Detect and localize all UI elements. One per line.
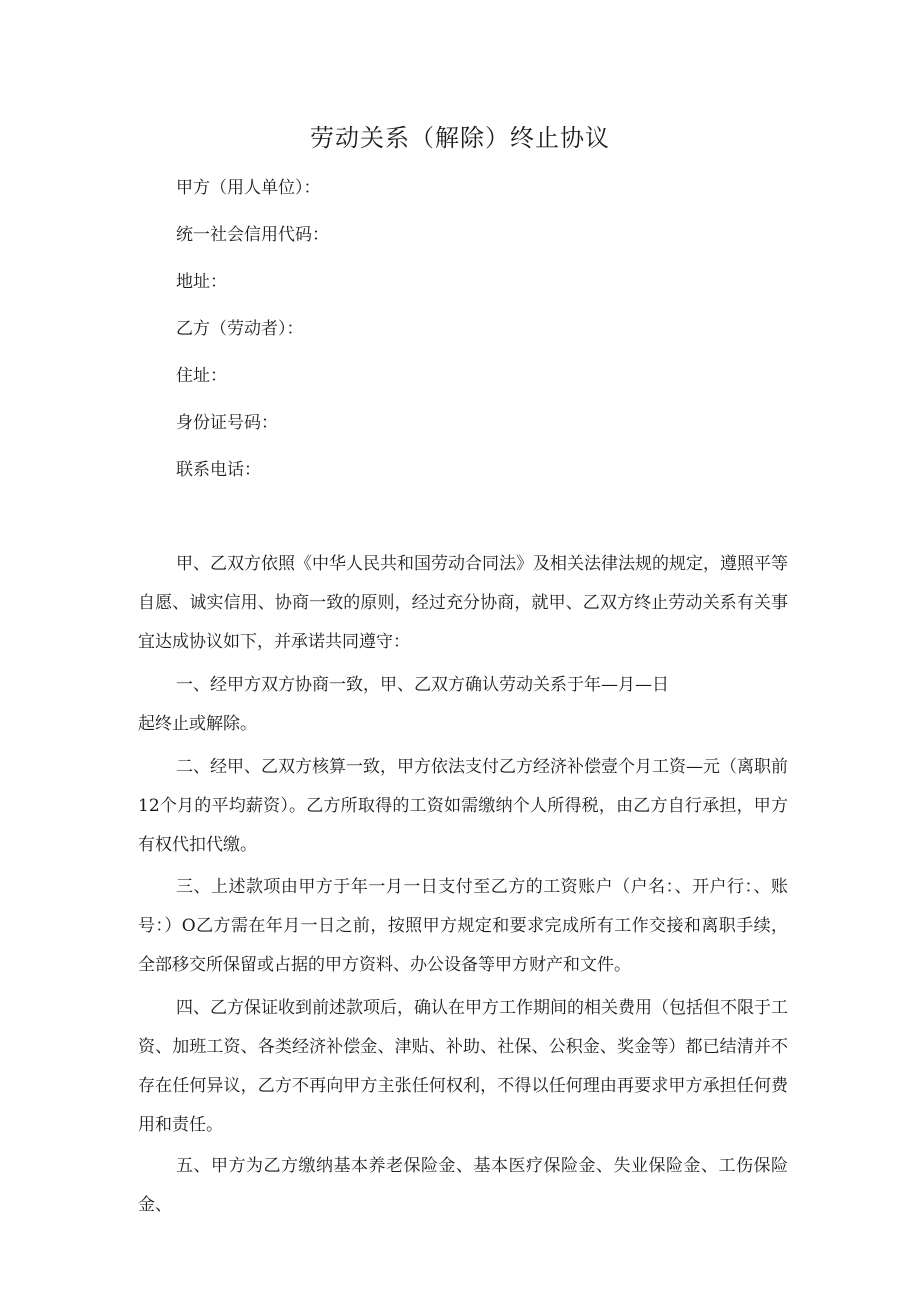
clause-4-paragraph: 四、乙方保证收到前述款项后，确认在甲方工作期间的相关费用（包括但不限于工资、加班工资、各类经济补偿金、津贴、补助、社保、公积金、奖金等）都已结清并不存在任何异议，乙方不再向甲方主张任何权利，不得以任何理由再要求甲方承担任何费用和责任。 xyxy=(138,998,788,1135)
clause-3-paragraph: 三、上述款项由甲方于年一月一日支付至乙方的工资账户（户名：、开户行：、账号：）O乙方需在年月一日之前，按照甲方规定和要求完成所有工作交接和离职手续，全部移交所保留或占据的甲方资料、办公设备等甲方财产和文件。 xyxy=(138,877,788,975)
document-title: 劳动关系（解除）终止协议 xyxy=(310,124,610,152)
address-field: 地址： xyxy=(176,272,227,292)
party-a-field: 甲方（用人单位）： xyxy=(176,178,321,198)
intro-paragraph: 甲、乙双方依照《中华人民共和国劳动合同法》及相关法律法规的规定，遵照平等自愿、诚实信用、协商一致的原则，经过充分协商，就甲、乙双方终止劳动关系有关事宜达成协议如下，并承诺共同遵守： xyxy=(138,554,788,652)
credit-code-field: 统一社会信用代码： xyxy=(176,225,329,245)
clause-2-paragraph: 二、经甲、乙双方核算一致，甲方依法支付乙方经济补偿壹个月工资—元（离职前12个月的平均薪资）。乙方所取得的工资如需缴纳个人所得税，由乙方自行承担，甲方有权代扣代缴。 xyxy=(138,757,788,855)
phone-field: 联系电话： xyxy=(176,460,261,480)
id-number-field: 身份证号码： xyxy=(176,413,278,433)
clause-5-paragraph: 五、甲方为乙方缴纳基本养老保险金、基本医疗保险金、失业保险金、工伤保险金、 xyxy=(138,1156,788,1215)
residence-field: 住址： xyxy=(176,366,227,386)
party-b-field: 乙方（劳动者）： xyxy=(176,319,304,339)
clause-1-paragraph: 一、经甲方双方协商一致，甲、乙双方确认劳动关系于年—月—日起终止或解除。 xyxy=(138,675,669,734)
